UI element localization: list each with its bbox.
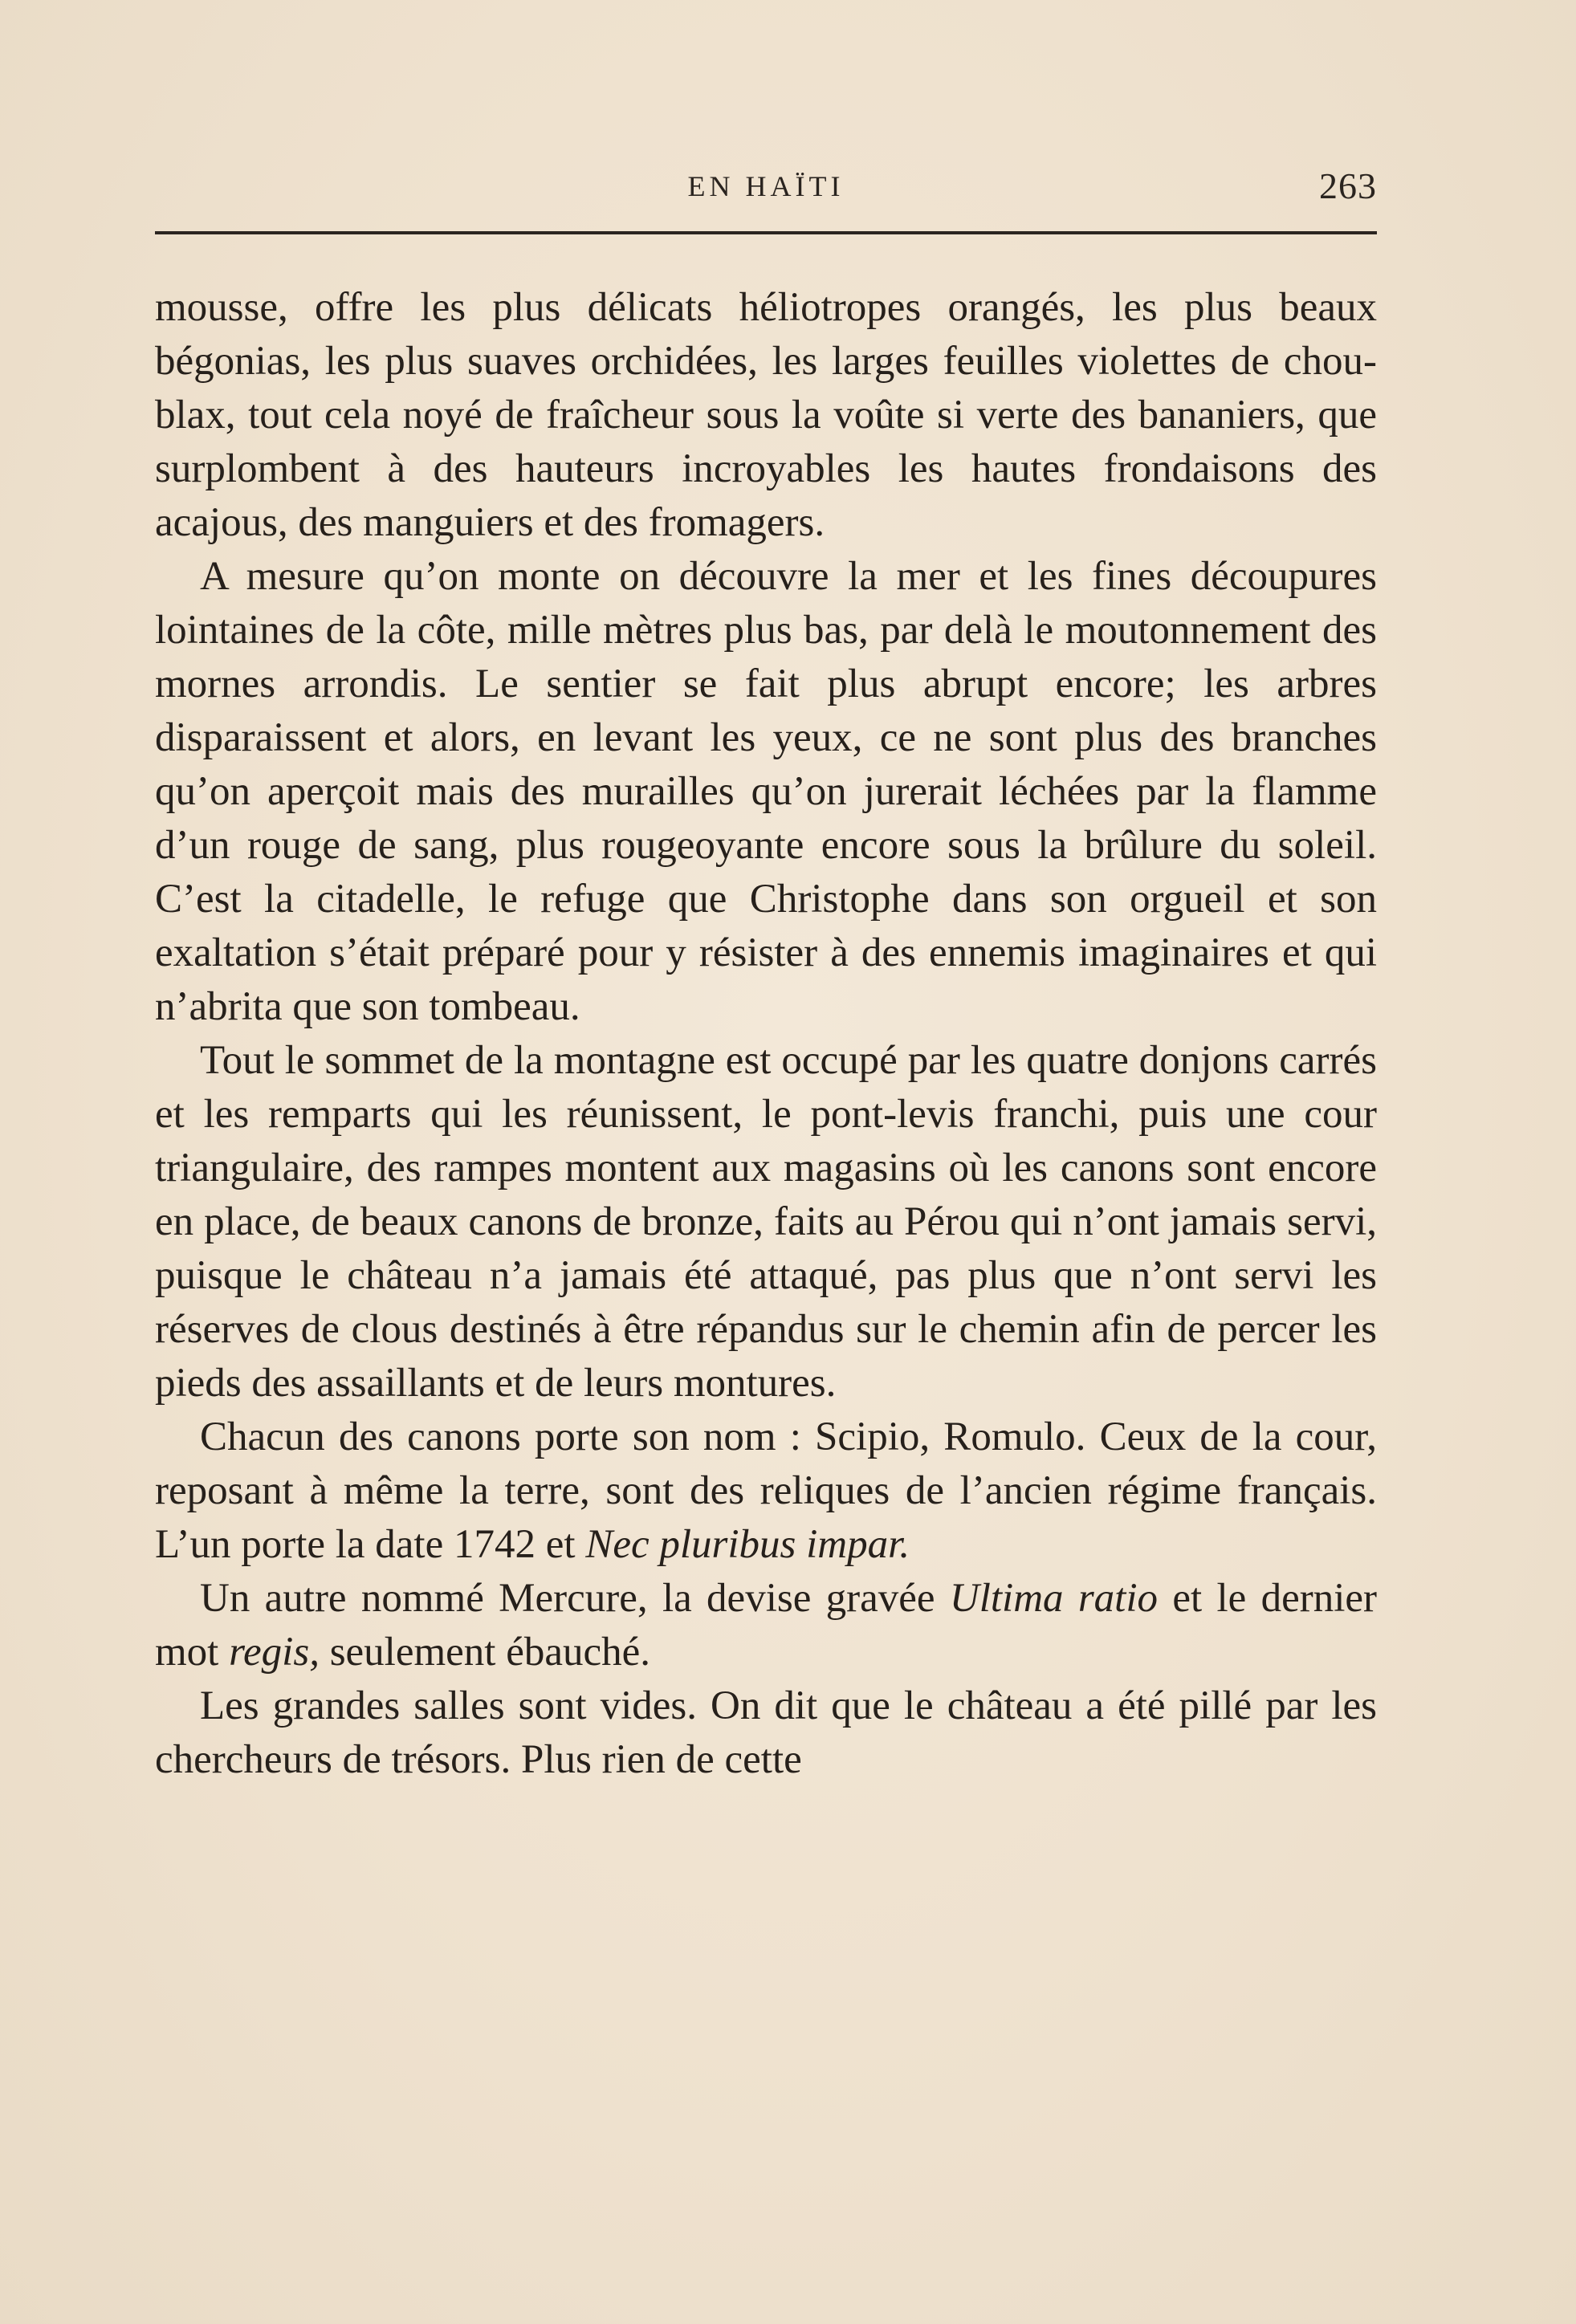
paragraph-text: A mesure qu’on monte on découvre la mer et les fines découpures lointaines de la côte, mille mètres plus bas, par delà le moutonnement des mornes arrondis. Le sentier se fait plus abrupt encore; les arbres disparaissent et alors, en levant les yeux, ce ne sont plus des branches qu’on aperçoit mais des murailles qu’on jurerait léchées par la flamme d’un rouge de sang, plus rougeoyante encore sous la brûlure du soleil. C’est la citadelle, le refuge que Christophe dans son orgueil et son exaltation s’était préparé pour y résister à des ennemis imaginaires et qui n’abrita que son tombeau. xyxy=(155,554,1377,1029)
paragraph xyxy=(155,281,1377,550)
italic-word: regis, xyxy=(229,1630,320,1675)
italic-motto: Ultima ratio xyxy=(949,1576,1159,1621)
paragraph-text: et le dernier mot xyxy=(155,1576,1377,1675)
paragraph xyxy=(155,1679,1377,1787)
italic-motto: Nec pluribus impar. xyxy=(585,1522,910,1567)
paragraph xyxy=(155,1410,1377,1572)
paragraph-text: Chacun des canons porte son nom : Scipio, Romulo. Ceux de la cour, reposant à même la terre, sont des reliques de l’ancien régime français. L’un porte la date 1742 et xyxy=(155,1414,1377,1567)
paragraph-text: Les grandes salles sont vides. On dit que le château a été pillé par les chercheurs de trésors. Plus rien de cette xyxy=(155,1683,1377,1782)
body-text xyxy=(155,281,1377,1787)
page-header xyxy=(155,165,1377,213)
running-title: EN HAÏTI xyxy=(687,170,845,202)
paragraph xyxy=(155,1572,1377,1679)
paragraph-text: Un autre nommé Mercure, la devise gravée xyxy=(200,1576,950,1621)
header-rule xyxy=(155,231,1377,234)
paragraph xyxy=(155,1034,1377,1410)
paragraph-text: mousse, offre les plus délicats héliotropes orangés, les plus beaux bégonias, les plus suaves orchidées, les larges feuilles violettes de chou-blax, tout cela noyé de fraîcheur sous la voûte si verte des bananiers, que surplombent à des hauteurs incroyables les hautes frondaisons des acajous, des manguiers et des fromagers. xyxy=(155,285,1377,545)
paragraph xyxy=(155,550,1377,1034)
paragraph-text: seulement ébauché. xyxy=(319,1630,651,1675)
paragraph-text: Tout le sommet de la montagne est occupé par les quatre donjons carrés et les remparts qui les réunissent, le pont-levis franchi, puis une cour triangulaire, des rampes montent aux magasins où les canons sont encore en place, de beaux canons de bronze, faits au Pérou qui n’ont jamais servi, puisque le château n’a jamais été attaqué, pas plus que n’ont servi les réserves de clous destinés à être répandus sur le chemin afin de percer les pieds des assaillants et de leurs montures. xyxy=(155,1038,1377,1406)
page-number: 263 xyxy=(1319,165,1377,206)
